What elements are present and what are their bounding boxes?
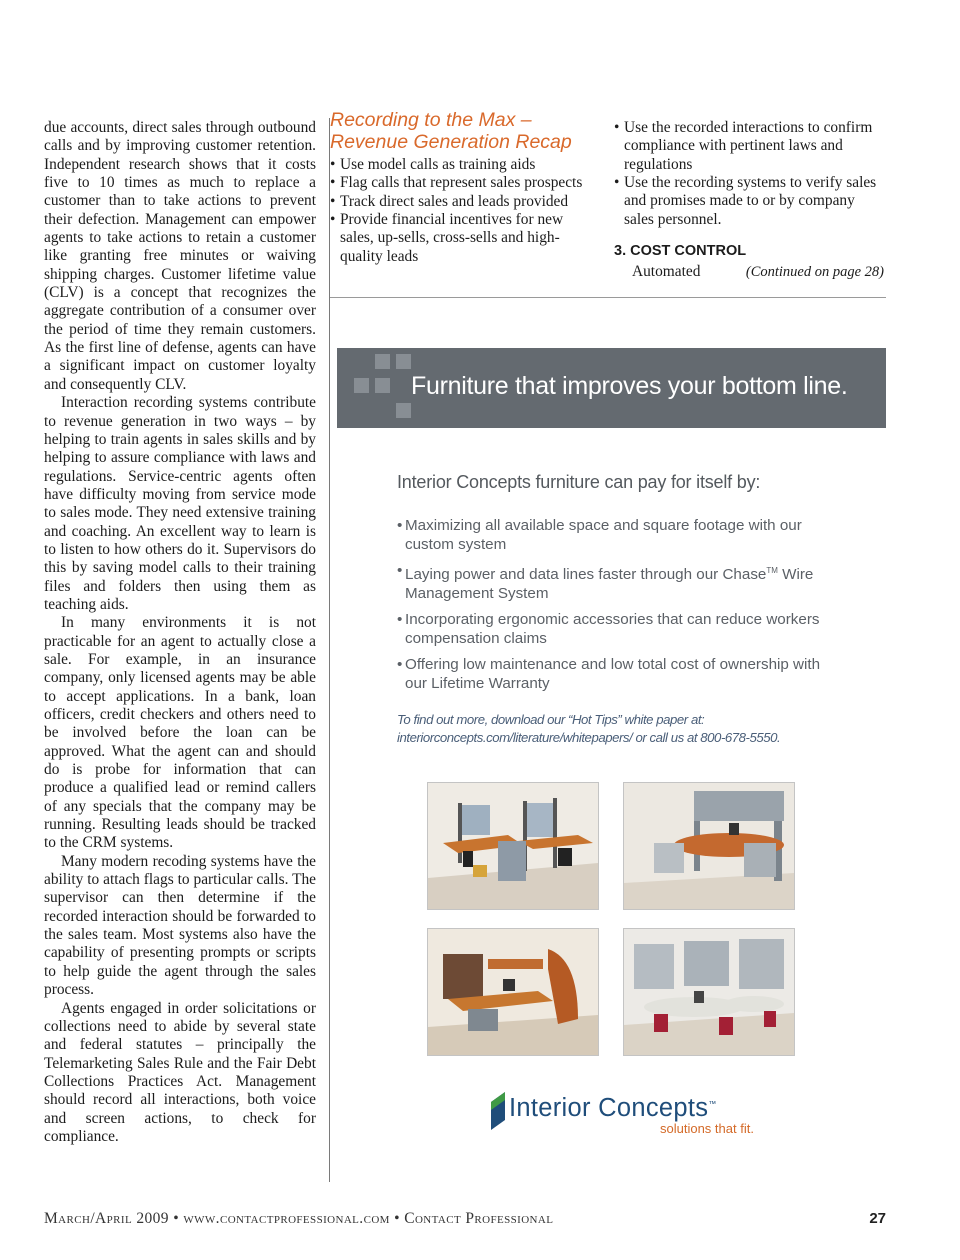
ad-benefit-item — [397, 561, 837, 603]
open-office-photo — [623, 928, 795, 1056]
ad-benefit-text: Laying power and data lines faster through our Chase — [405, 566, 767, 584]
article-left-column — [44, 119, 316, 1146]
ad-benefit-item: • Maximizing all available space and square footage with our custom system — [397, 516, 837, 554]
article-paragraph: Interaction recording systems contribute to revenue generation in two ways – by helping to train agents in sales skills and by helping to assure compliance with laws and regulations. Service-centric agents often have difficulty moving from service mode to sales mode. They need extensive training and coaching. An excellent way to learn is to listen to how others do it. Supervisors do this by saving model calls to their training files and folders then using them as teaching aids. — [44, 394, 316, 613]
page-footer — [44, 1210, 886, 1234]
compliance-item: • Use the recording systems to verify sales and promises made to or by company sales personnel. — [614, 174, 884, 229]
advertisement — [337, 298, 886, 1168]
hot-tips-link[interactable]: interiorconcepts.com/literature/whitepapers/ or call us at 800-678-5550. — [397, 729, 781, 745]
continued-note: (Continued on page 28) — [745, 264, 884, 281]
recap-item: • Use model calls as training aids — [330, 156, 600, 174]
article-paragraph: Agents engaged in order solicitations or collections need to abide by several state and federal statutes – principally the Telemarketing Sales Rule and the Fair Debt Collections Practices Act. Management should record all interactions, both voice and screen actions, to check for compliance. — [44, 999, 316, 1145]
recap-item: • Flag calls that represent sales prospects — [330, 174, 600, 192]
recap-title-line2: Revenue Generation Recap — [330, 130, 572, 153]
ad-benefit-list — [397, 516, 837, 700]
office-workstation-photo — [623, 782, 795, 910]
footer-text: March/April 2009 • www.contactprofessional.com • Contact Professional — [44, 1210, 554, 1227]
interior-concepts-logo-icon — [489, 1092, 507, 1130]
section-heading: 3. COST CONTROL — [614, 243, 747, 260]
hot-tips-line: To find out more, download our “Hot Tips” white paper at: — [397, 712, 705, 727]
banner-square-icon — [375, 354, 390, 369]
ad-subheading: Interior Concepts furniture can pay for itself by: — [397, 472, 761, 492]
column-divider — [329, 118, 330, 1182]
brand-tagline: solutions that fit. — [660, 1121, 754, 1136]
reception-desk-photo — [427, 928, 599, 1056]
ad-benefit-text: Wire Management System — [405, 566, 814, 603]
article-paragraph: In many environments it is not practicable for an agent to actually close a sale. For example, in an insurance company, only licensed agents may be able to accept applications. In a bank, loan officers, credit checkers and others need to be involved before the loan can be approved. What the agent can and should do is probe for information that can produce a qualified lead or remind callers of any specials that the company may be running. Resulting leads should be tracked to the CRM systems. — [44, 614, 316, 852]
ad-banner — [337, 348, 886, 428]
article-paragraph: Many modern recoding systems have the ability to attach flags to particular calls. The supervisor can then determine if the recorded interaction should be forwarded to the sales team. Most systems also have the capability of presenting prompts or scripts to help guide the agent through the sales process. — [44, 852, 316, 999]
recap-item: • Track direct sales and leads provided — [330, 193, 600, 211]
recap-item: • Provide financial incentives for new sales, up-sells, cross-sells and high-quality leads — [330, 211, 600, 266]
brand-name-text: Interior Concepts — [509, 1094, 709, 1122]
office-cubicle-photo — [427, 782, 599, 910]
banner-square-icon — [396, 403, 411, 418]
banner-square-icon — [375, 378, 390, 393]
compliance-item: • Use the recorded interactions to confirm compliance with pertinent laws and regulations — [614, 119, 884, 174]
trademark-symbol: ™ — [708, 1099, 717, 1109]
article-right-column — [614, 119, 884, 282]
ad-hot-tips — [397, 711, 857, 746]
article-paragraph: due accounts, direct sales through outbound calls and by improving customer retention. Independent research shows that it costs five to 10 times as much to replace a customer than to take actions to prevent their defection. Management can empower agents to take actions to retain a customer like granting free minutes or waiving shipping charges. Customer lifetime value (CLV) is a concept that recognizes the aggregate contribution of a consumer over the period of time they remain customers. As the first line of defense, agents can have a significant impact on customer loyalty and consequently CLV. — [44, 119, 316, 393]
compliance-list — [614, 119, 884, 229]
ad-benefit-item: • Offering low maintenance and low total cost of ownership with our Lifetime Warranty — [397, 655, 837, 693]
ad-headline: Furniture that improves your bottom line. — [411, 372, 848, 400]
banner-square-icon — [354, 378, 369, 393]
recap-title — [330, 110, 600, 153]
cost-control-line — [614, 263, 884, 282]
brand-name — [509, 1094, 717, 1123]
trademark-mark: TM — [766, 566, 778, 575]
ad-benefit-item: • Incorporating ergonomic accessories that can reduce workers compensation claims — [397, 610, 837, 648]
banner-square-icon — [396, 354, 411, 369]
page-number: 27 — [869, 1210, 886, 1227]
recap-box — [330, 110, 600, 266]
recap-title-line1: Recording to the Max – — [330, 109, 532, 131]
cost-control-text: Automated — [632, 263, 701, 281]
recap-list — [330, 156, 600, 266]
